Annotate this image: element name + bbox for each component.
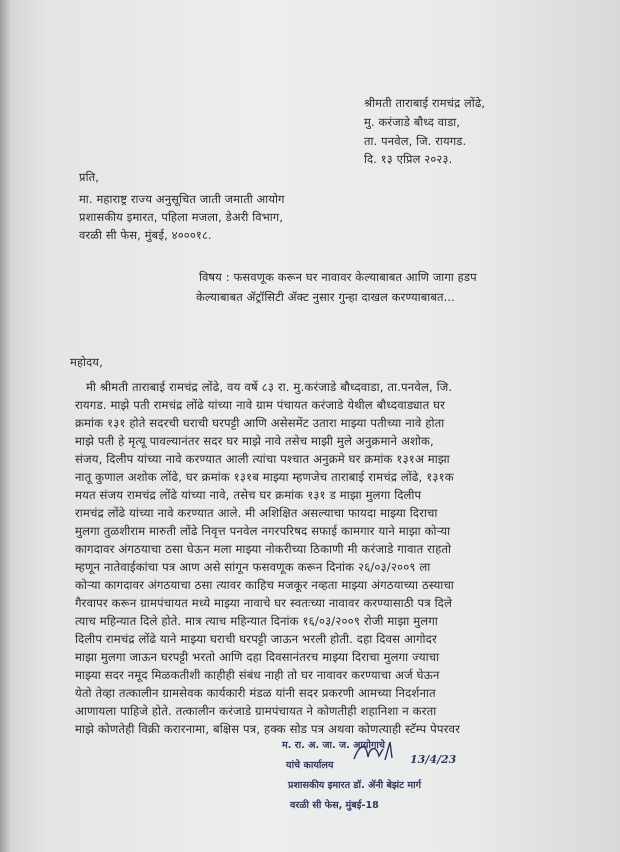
sender-district: ता. पनवेल, जि. रायगड. — [364, 134, 467, 148]
body-line: माझे कोणतेही विक्री करारनामा, बक्षिस पत्र, हक्क सोड पत्र अथवा कोणत्याही स्टॅम्प पेपरवर — [75, 722, 461, 736]
body-line: मयत संजय रामचंद्र लोंढे यांच्या नावे, तसेच घर क्रमांक १३१ ड माझा मुलगा दिलीप — [75, 488, 422, 502]
body-line: येतो तेव्हा तत्कालीन ग्रामसेवक कार्यकारी मंडळ यांनी सदर प्रकरणी आमच्या निदर्शनात — [75, 686, 436, 700]
body-line: कागदावर अंगठयाचा ठसा घेऊन मला माझ्या नोकरीच्या ठिकाणी मी करंजाडे गावात राहतो — [75, 542, 452, 556]
page-fold-shadow — [0, 0, 12, 852]
received-stamp — [282, 738, 482, 818]
body-line: गैरवापर करून ग्रामपंचायत मध्ये माझ्या नावाचे घर स्वतःच्या नावावर करण्यासाठी पत्र दिले — [75, 596, 452, 610]
sender-name: श्रीमती ताराबाई रामचंद्र लोंढे, — [364, 96, 486, 110]
subject-line: केल्याबाबत ॲट्रॉसिटी ॲक्ट नुसार गुन्हा दाखल करण्याबाबत... — [196, 290, 455, 304]
body-line: त्याच महिन्यात दिले होते. मात्र त्याच महिन्यात दिनांक १६/०३/२००९ रोजी माझा मुलगा — [75, 614, 438, 628]
body-line: मुलगा तुळशीराम मारुती लोंढे निवृत्त पनवेल नगरपरिषद सफाई कामगार याने माझा कोऱ्या — [75, 524, 451, 538]
stamp-office-line: प्रशासकीय इमारत डॉ. ॲनी बेझंट मार्ग — [288, 780, 421, 791]
subject-line: विषय : फसवणूक करून घर नावावर केल्याबाबत आणि जागा हडप — [199, 270, 477, 284]
recipient-name: मा. महाराष्ट्र राज्य अनुसूचित जाती जमाती आयोग — [79, 192, 285, 206]
letter-date: दि. १३ एप्रिल २०२३. — [364, 152, 453, 166]
salutation: महोदय, — [70, 355, 103, 369]
body-line: म्हणून नातेवाईकांचा पत्र आण असे सांगून फसवणूक करून दिनांक २६/०३/२००९ ला — [75, 560, 431, 574]
body-line: संजय, दिलीप यांच्या नावे करण्यात आली त्यांचा पश्चात अनुक्रमे घर क्रमांक १३१अ माझा — [75, 452, 450, 466]
recipient-city: वरळी सी फेस, मुंबई, ४०००१८. — [79, 228, 212, 242]
stamp-office-line: वरळी सी फेस, मुंबई-18 — [290, 800, 379, 811]
recipient-building: प्रशासकीय इमारत, पहिला मजला, डेअरी विभाग, — [79, 210, 284, 224]
body-line: माझ्या सदर नमूद मिळकतीशी काहीही संबंध नाही तो घर नावावर करण्याचा अर्ज घेऊन — [75, 668, 440, 682]
recipient-prefix: प्रति, — [79, 170, 99, 184]
body-line: आणायला पाहिजे होते. तत्कालीन करंजाडे ग्रामपंचायत ने कोणतीही शहानिशा न करता — [75, 704, 437, 718]
stamp-office-line: यांचे कार्यालय — [286, 760, 334, 771]
stamp-signature-date: 13/4/23 — [410, 753, 457, 766]
body-line: माझे पती हे मृत्यू पावल्यानंतर सदर घर माझे नावे तसेच माझी मुले अनुक्रमाने अशोक, — [75, 434, 434, 448]
body-line: नातू कुणाल अशोक लोंढे, घर क्रमांक १३१ब माझ्या म्हणजेच ताराबाई रामचंद्र लोंढे, १३१क — [75, 470, 454, 484]
body-line: माझा मुलगा जाऊन घरपट्टी भरतो आणि दहा दिवसानंतरच माझ्या दिराचा मुलगा ज्याचा — [75, 650, 440, 664]
body-line: रायगड. माझे पती रामचंद्र लोंढे यांच्या नावे ग्राम पंचायत करंजाडे येथील बौध्दवाड्यात घर — [75, 398, 446, 412]
sender-locality: मु. करंजाडे बौध्द वाडा, — [364, 115, 461, 129]
body-line: मी श्रीमती ताराबाई रामचंद्र लोंढे, वय वर्षे ८३ रा. मु.करंजाडे बौध्दवाडा, ता.पनवेल, जि. — [86, 380, 453, 394]
stamp-office-line: म. रा. अ. जा. ज. आयोगाचे — [282, 740, 385, 751]
body-line: क्रमांक १३१ होते सदरची घराची घरपट्टी आणि असेसमेंट उतारा माझ्या पतीच्या नावे होता — [75, 416, 445, 430]
body-line: कोऱ्या कागदावर अंगठयाचा ठसा त्यावर काहिच मजकूर नव्हता माझ्या अंगठयाच्या ठस्याचा — [75, 578, 454, 592]
body-line: दिलीप रामचंद्र लोंढे याने माझ्या घराची घरपट्टी जाऊन भरली होती. दहा दिवस आगोदर — [75, 632, 437, 646]
body-line: रामचंद्र लोंढे यांच्या नावे करण्यात आले. मी अशिक्षित असल्याचा फायदा माझ्या दिराचा — [75, 506, 438, 520]
